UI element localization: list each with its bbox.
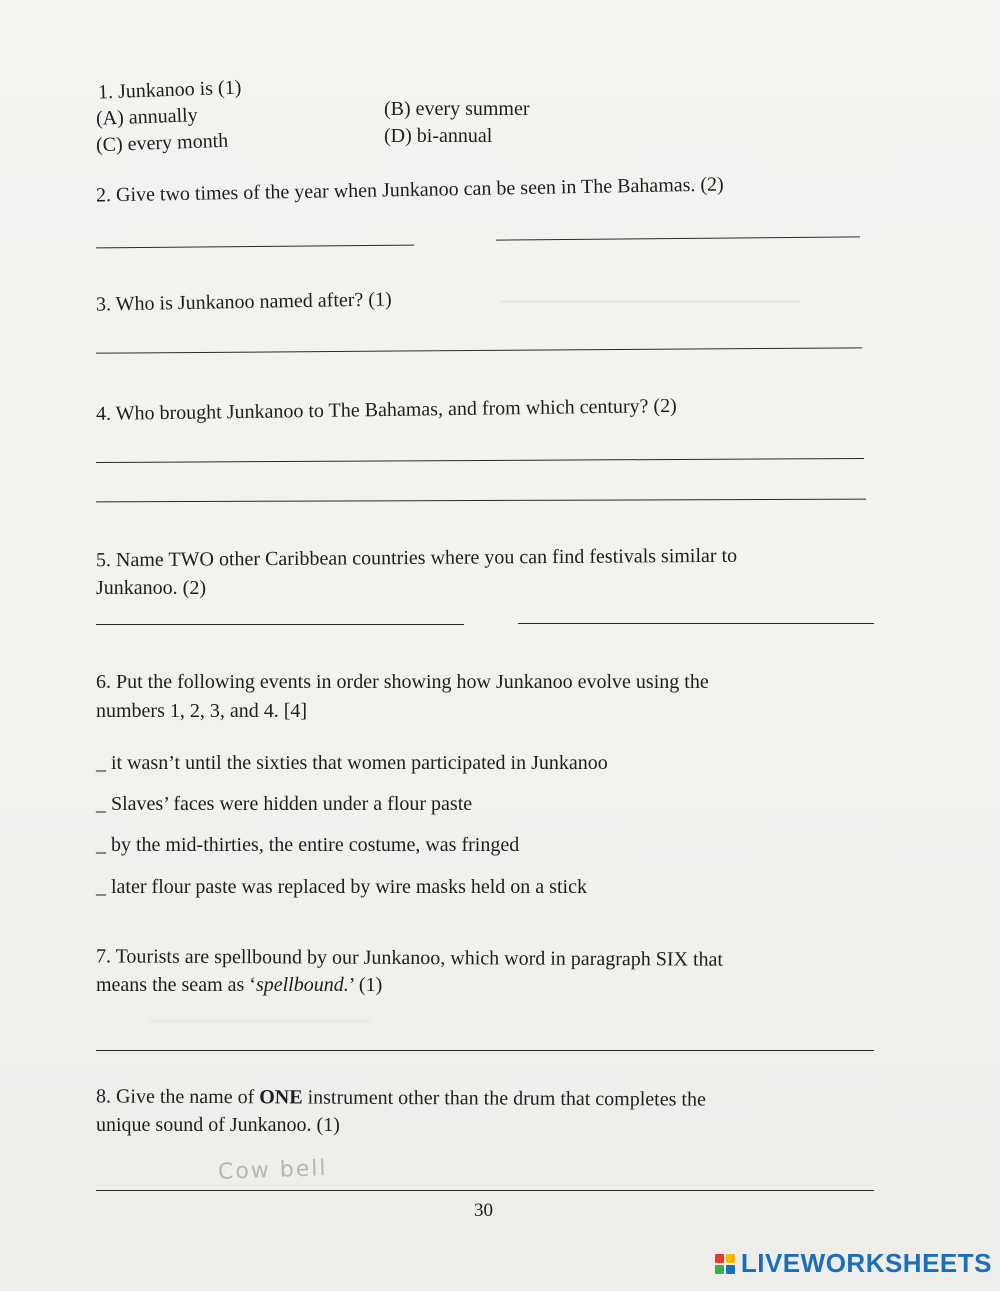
answer-line[interactable] (496, 236, 860, 240)
question-1: 1. Junkanoo is (1) (97, 76, 242, 104)
logo-grid-icon (715, 1254, 735, 1274)
bleed-through-mark (500, 300, 800, 303)
order-item[interactable]: _ it wasn’t until the sixties that women participated in Junkanoo (96, 752, 608, 774)
liveworksheets-logo[interactable] (715, 1248, 992, 1279)
q8-text-prefix: 8. Give the name of (95, 1085, 260, 1109)
handwritten-answer: Cow bell (217, 1156, 328, 1185)
question-6-line-2: numbers 1, 2, 3, and 4. [4] (96, 700, 308, 722)
answer-line[interactable] (96, 499, 866, 503)
question-5-line-1: 5. Name TWO other Caribbean countries where you can find festivals similar to (95, 544, 738, 572)
answer-line[interactable] (96, 1190, 874, 1191)
q7-emphasis: spellbound. (255, 974, 349, 996)
answer-line[interactable] (96, 458, 864, 463)
q7-text-prefix: means the seam as ‘ (96, 974, 256, 996)
q1-option-d: (D) bi-annual (384, 125, 493, 147)
question-8-line-1 (96, 1082, 706, 1113)
answer-line[interactable] (96, 347, 862, 353)
q8-emphasis: ONE (259, 1086, 303, 1109)
question-7-line-1: 7. Tourists are spellbound by our Junkanoo, which word in paragraph SIX that (95, 945, 724, 971)
question-4: 4. Who brought Junkanoo to The Bahamas, and from which century? (2) (95, 394, 677, 426)
question-7-line-2 (96, 971, 382, 999)
q1-option-c: (C) every month (95, 129, 229, 157)
answer-line[interactable] (96, 624, 464, 625)
logo-square-yellow (726, 1254, 735, 1263)
question-3: 3. Who is Junkanoo named after? (1) (95, 288, 392, 316)
q8-text-suffix: instrument other than the drum that completes the (302, 1086, 706, 1111)
logo-square-red (715, 1254, 724, 1263)
answer-line[interactable] (518, 623, 874, 624)
question-8-line-2: unique sound of Junkanoo. (1) (96, 1114, 340, 1136)
q1-option-b: (B) every summer (384, 98, 530, 120)
q7-text-suffix: ’ (1) (348, 974, 383, 996)
brand-name: LIVEWORKSHEETS (740, 1248, 992, 1278)
order-item[interactable]: _ later flour paste was replaced by wire masks held on a stick (96, 876, 587, 898)
question-2: 2. Give two times of the year when Junkanoo can be seen in The Bahamas. (2) (95, 173, 724, 207)
question-6-line-1: 6. Put the following events in order showing how Junkanoo evolve using the (96, 671, 709, 693)
order-item[interactable]: _ by the mid-thirties, the entire costume, was fringed (96, 834, 520, 856)
bleed-through-mark (150, 1020, 370, 1023)
answer-line[interactable] (96, 1050, 874, 1051)
page-number: 30 (474, 1200, 493, 1221)
order-item[interactable]: _ Slaves’ faces were hidden under a flour paste (96, 793, 473, 815)
logo-square-blue (726, 1265, 735, 1274)
question-5-line-2: Junkanoo. (2) (96, 577, 206, 599)
logo-square-green (715, 1265, 724, 1274)
q1-option-a: (A) annually (95, 104, 198, 130)
answer-line[interactable] (96, 245, 414, 249)
